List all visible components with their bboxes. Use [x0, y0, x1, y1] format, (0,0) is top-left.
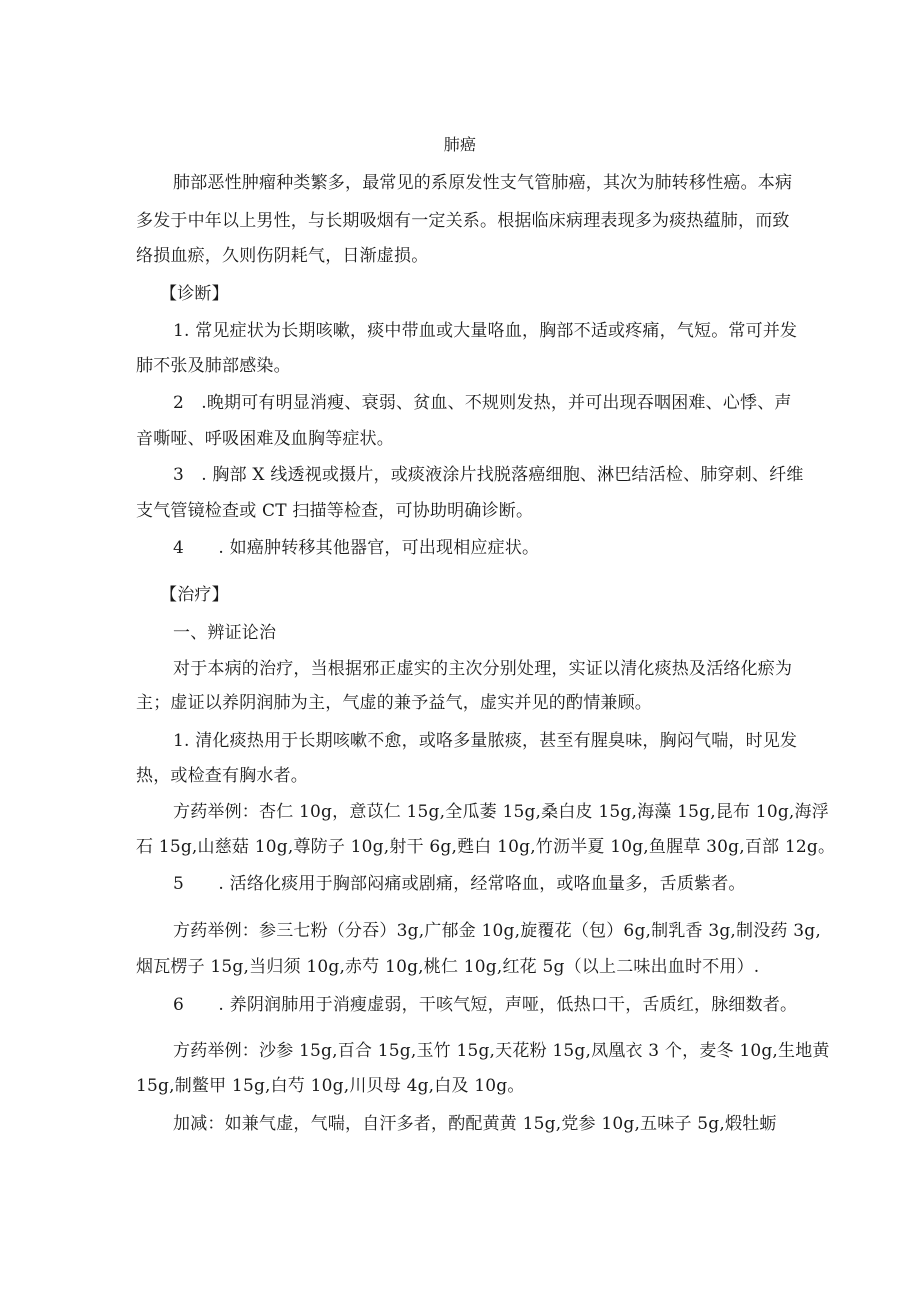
- recipe-3-line-1: 方药举例：沙参 15g,百合 15g,玉竹 15g,天花粉 15g,凤凰衣 3 个，麦冬 10g,生地黄: [173, 1041, 830, 1061]
- item-5: 5 . 活络化痰用于胸部闷痛或剧痛，经常咯血，或咯血量多，舌质紫者。: [173, 874, 746, 894]
- diagnosis-item-2-line-2: 音嘶哑、呼吸困难及血胸等症状。: [136, 429, 394, 449]
- diagnosis-item-3-line-1: 3 . 胸部 X 线透视或摄片，或痰液涂片找脱落癌细胞、淋巴结活检、肺穿刺、纤维: [173, 465, 804, 485]
- intro-line-3: 络损血瘀，久则伤阴耗气，日渐虚损。: [136, 246, 429, 266]
- recipe-2-line-2: 烟瓦楞子 15g,当归须 10g,赤芍 10g,桃仁 10g,红花 5g（以上二味出血时不用）.: [136, 957, 760, 977]
- diagnosis-item-1-line-2: 肺不张及肺部感染。: [136, 356, 291, 376]
- diagnosis-item-4: 4 . 如癌肿转移其他器官，可出现相应症状。: [173, 538, 540, 558]
- modification-line: 加减：如兼气虚，气喘，自汗多者，酌配黄黄 15g,党参 10g,五味子 5g,煅牡蛎: [173, 1114, 777, 1134]
- intro-line-2: 多发于中年以上男性，与长期吸烟有一定关系。根据临床病理表现多为痰热蕴肺，而致: [136, 211, 790, 231]
- subheading-syndrome: 一、辨证论治: [173, 623, 277, 643]
- page-title: 肺癌: [443, 135, 477, 154]
- intro-line-1: 肺部恶性肿瘤种类繁多，最常见的系原发性支气管肺癌，其次为肺转移性癌。本病: [173, 173, 793, 193]
- diagnosis-heading: 【诊断】: [160, 284, 229, 304]
- recipe-1-line-1: 方药举例：杏仁 10g，意苡仁 15g,全瓜萎 15g,桑白皮 15g,海藻 15g,昆布 10g,海浮: [173, 802, 829, 822]
- recipe-3-line-2: 15g,制鳖甲 15g,白芍 10g,川贝母 4g,白及 10g。: [136, 1076, 525, 1096]
- treatment-intro-line-2: 主；虚证以养阴润肺为主，气虚的兼予益气，虚实并见的酌情兼顾。: [136, 693, 652, 713]
- recipe-2-line-1: 方药举例：参三七粉（分吞）3g,广郁金 10g,旋覆花（包）6g,制乳香 3g,制没药 3g,: [173, 921, 821, 941]
- treatment-heading: 【治疗】: [160, 585, 229, 605]
- item-1-line-1: 1. 清化痰热用于长期咳嗽不愈，或咯多量脓痰，甚至有腥臭味，胸闷气喘，时见发: [173, 731, 798, 751]
- recipe-1-line-2: 石 15g,山慈菇 10g,尊防子 10g,射干 6g,甦白 10g,竹沥半夏 10g,鱼腥草 30g,百部 12g。: [136, 837, 836, 857]
- diagnosis-item-1-line-1: 1. 常见症状为长期咳嗽，痰中带血或大量咯血，胸部不适或疼痛，气短。常可并发: [173, 321, 798, 341]
- item-1-line-2: 热，或检查有胸水者。: [136, 766, 308, 786]
- treatment-intro-line-1: 对于本病的治疗，当根据邪正虚实的主次分别处理，实证以清化痰热及活络化瘀为: [173, 659, 793, 679]
- item-6: 6 . 养阴润肺用于消瘦虚弱，干咳气短，声哑，低热口干，舌质红，脉细数者。: [173, 995, 798, 1015]
- diagnosis-item-3-line-2: 支气管镜检查或 CT 扫描等检查，可协助明确诊断。: [136, 501, 534, 521]
- diagnosis-item-2-line-1: 2 .晚期可有明显消瘦、衰弱、贫血、不规则发热，并可出现吞咽困难、心悸、声: [173, 393, 792, 413]
